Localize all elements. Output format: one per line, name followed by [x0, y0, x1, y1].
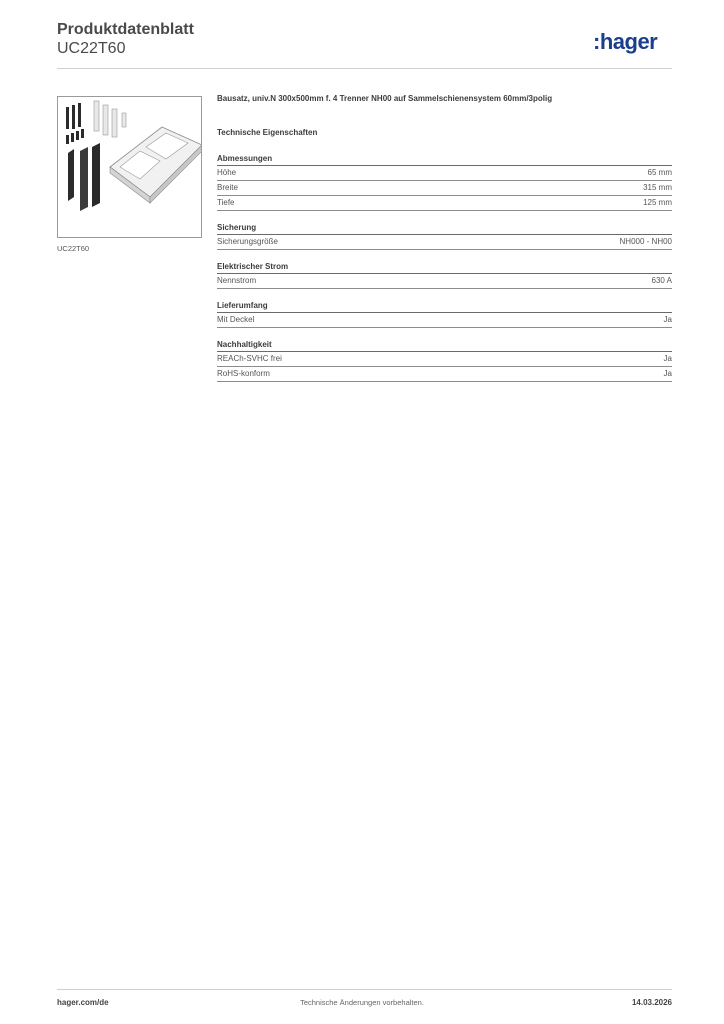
section-nachhaltigkeit [217, 340, 672, 382]
product-details [217, 94, 672, 394]
spec-row [217, 274, 672, 289]
spec-value: NH000 - NH00 [619, 237, 672, 246]
spec-label: RoHS-konform [217, 369, 270, 378]
spec-row [217, 352, 672, 367]
product-image [57, 96, 202, 238]
section-sicherung [217, 223, 672, 250]
section-title: Lieferumfang [217, 301, 672, 313]
section-abmessungen [217, 154, 672, 211]
footer-date: 14.03.2026 [631, 998, 672, 1007]
product-description: Bausatz, univ.N 300x500mm f. 4 Trenner NH00 auf Sammelschienensystem 60mm/3polig [217, 94, 553, 103]
section-title: Elektrischer Strom [217, 262, 672, 274]
tech-heading: Technische Eigenschaften [217, 128, 318, 137]
spec-value: Ja [663, 315, 672, 324]
footer-website-link[interactable]: hager.com/de [57, 998, 109, 1007]
footer-divider [57, 989, 672, 990]
spec-value: 315 mm [643, 183, 672, 192]
section-title: Nachhaltigkeit [217, 340, 672, 352]
spec-value: Ja [663, 354, 672, 363]
image-caption: UC22T60 [57, 244, 90, 253]
spec-label: Tiefe [217, 198, 235, 207]
spec-value: 125 mm [643, 198, 672, 207]
spec-row [217, 367, 672, 382]
spec-row [217, 313, 672, 328]
product-code: UC22T60 [57, 40, 126, 57]
spec-label: Sicherungsgröße [217, 237, 278, 246]
section-title: Abmessungen [217, 154, 672, 166]
spec-value: 630 A [651, 276, 672, 285]
spec-value: Ja [663, 369, 672, 378]
spec-label: REACh-SVHC frei [217, 354, 282, 363]
spec-label: Höhe [217, 168, 237, 177]
spec-label: Mit Deckel [217, 315, 255, 324]
document-title: Produktdatenblatt [57, 21, 194, 38]
logo-colon-icon: : [593, 29, 600, 54]
spec-row [217, 181, 672, 196]
spec-row [217, 166, 672, 181]
logo-text: hager [599, 29, 658, 54]
product-illustration [58, 97, 201, 237]
document-header [57, 20, 194, 58]
spec-row [217, 196, 672, 211]
hager-logo [593, 29, 657, 55]
section-lieferumfang [217, 301, 672, 328]
section-elektrischer-strom [217, 262, 672, 289]
footer-disclaimer: Technische Änderungen vorbehalten. [300, 998, 424, 1007]
spec-label: Breite [217, 183, 238, 192]
spec-row [217, 235, 672, 250]
header-divider [57, 68, 672, 69]
spec-label: Nennstrom [217, 276, 257, 285]
spec-value: 65 mm [647, 168, 672, 177]
section-title: Sicherung [217, 223, 672, 235]
